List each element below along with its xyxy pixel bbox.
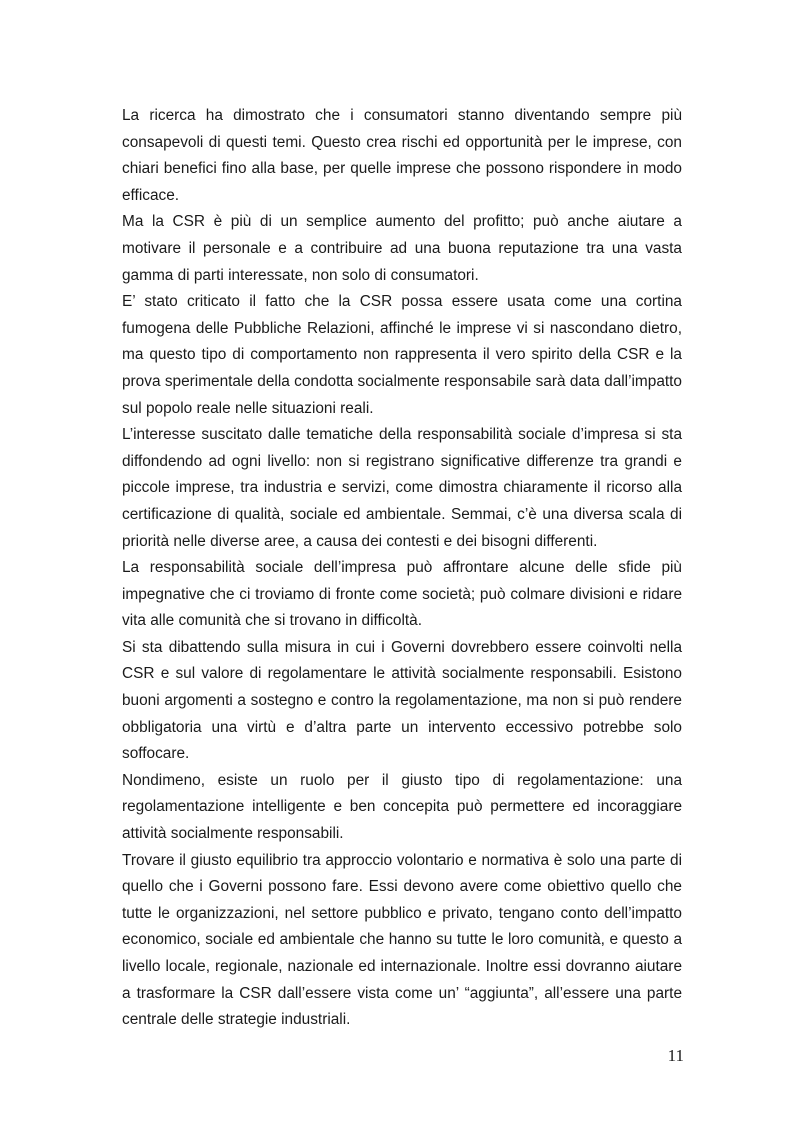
paragraph-3: E’ stato criticato il fatto che la CSR possa essere usata come una cortina fumogena delle Pubbliche Relazioni, affinché le imprese vi si nascondano dietro, ma questo tipo di comportamento non rappresenta il vero spirito della CSR e la prova sperimentale della condotta socialmente responsabile sarà data dall’impatto sul popolo reale nelle situazioni reali. xyxy=(122,293,682,417)
paragraph-6: Si sta dibattendo sulla misura in cui i Governi dovrebbero essere coinvolti nella CSR e sul valore di regolamentare le attività socialmente responsabili. Esistono buoni argomenti a sostegno e contro la regolamentazione, ma non si può rendere obbligatoria una virtù e d’altra parte un intervento eccessivo potrebbe solo soffocare. xyxy=(122,638,682,763)
page-number: 11 xyxy=(667,1046,684,1065)
paragraph-1: La ricerca ha dimostrato che i consumatori stanno diventando sempre più consapevoli di questi temi. Questo crea rischi ed opportunità per le imprese, con chiari benefici fino alla base, per quelle imprese che possono rispondere in modo efficace. xyxy=(122,107,682,204)
paragraph-8: Trovare il giusto equilibrio tra approccio volontario e normativa è solo una parte di quello che i Governi possono fare. Essi devono avere come obiettivo quello che tutte le organizzazioni, nel settore pubblico e privato, tengano conto dell’impatto economico, sociale ed ambientale che hanno su tutte le loro comunità, e questo a livello locale, regionale, nazionale ed internazionale. Inoltre essi dovranno aiutare a trasformare la CSR dall’essere vista come un’ “aggiunta”, all’essere una parte centrale delle strategie industriali. xyxy=(122,851,682,1029)
paragraph-4: L’interesse suscitato dalle tematiche della responsabilità sociale d’impresa si sta diffondendo ad ogni livello: non si registrano significative differenze tra grandi e piccole imprese, tra industria e servizi, come dimostra chiaramente il ricorso alla certificazione di qualità, sociale ed ambientale. Semmai, c’è una diversa scala di priorità nelle diverse aree, a causa dei contesti e dei bisogni differenti. xyxy=(122,426,682,550)
body-text xyxy=(122,103,682,1034)
paragraph-2: Ma la CSR è più di un semplice aumento del profitto; può anche aiutare a motivare il personale e a contribuire ad una buona reputazione tra una vasta gamma di parti interessate, non solo di consumatori. xyxy=(122,213,682,284)
paragraph-7: Nondimeno, esiste un ruolo per il giusto tipo di regolamentazione: una regolamentazione intelligente e ben concepita può permettere ed incoraggiare attività socialmente responsabili. xyxy=(122,771,682,843)
paragraph-5: La responsabilità sociale dell’impresa può affrontare alcune delle sfide più impegnative che ci troviamo di fronte come società; può colmare divisioni e ridare vita alle comunità che si trovano in difficoltà. xyxy=(122,559,682,630)
